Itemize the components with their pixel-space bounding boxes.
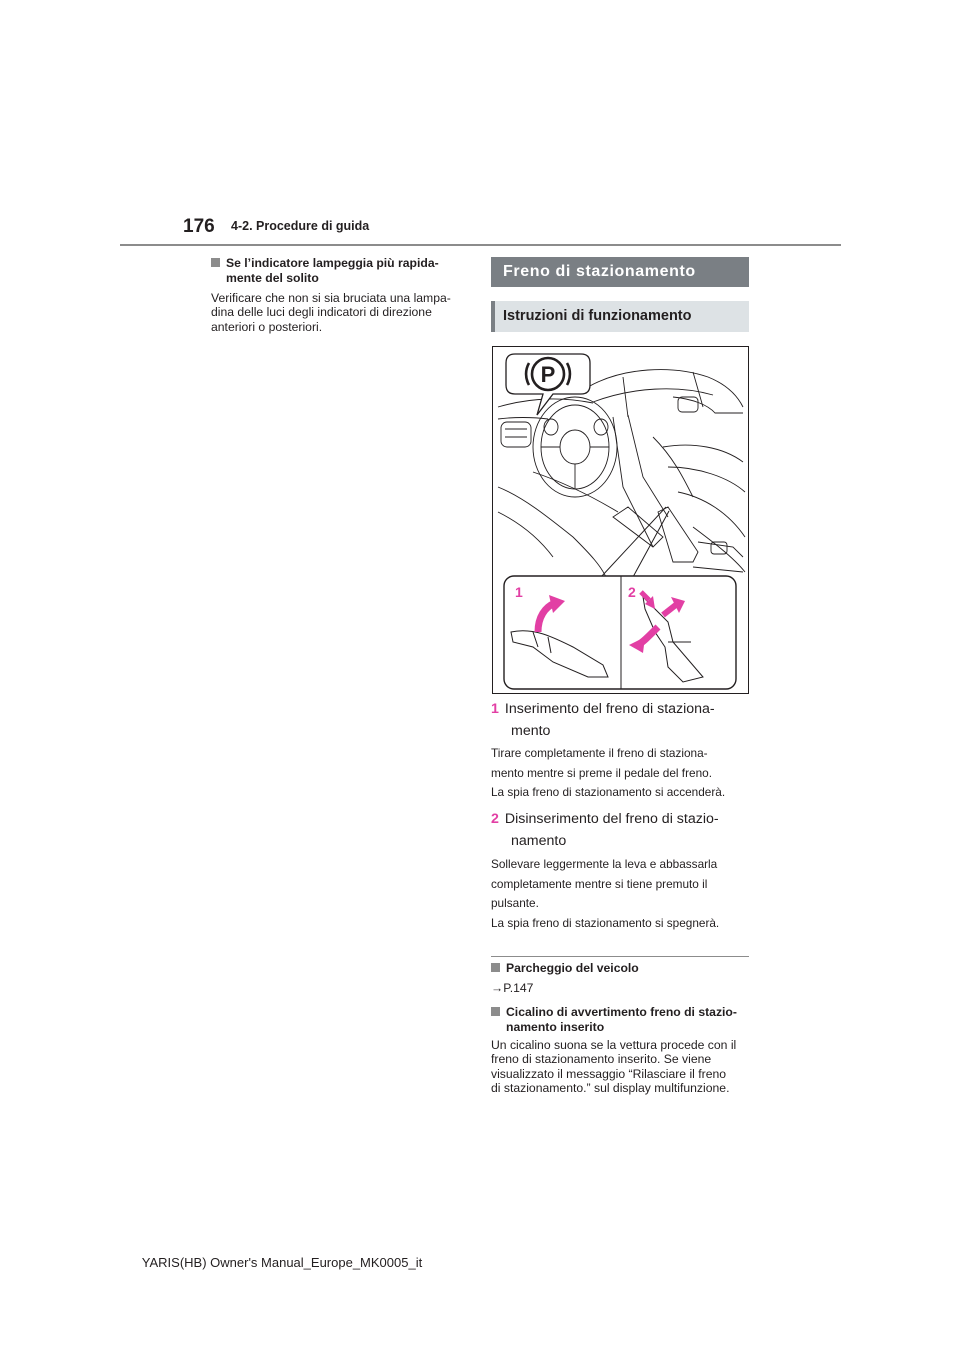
note-body: Verificare che non si sia bruciata una lampa- dina delle luci degli indicatori di direzione anteriori o posteriori. [211,291,451,334]
note-heading: Cicalino di avvertimento freno di stazio- namento inserito [491,1005,753,1034]
p-symbol-icon: P [540,362,556,387]
step-2-title: 2 Disinserimento del freno di stazio- namento [491,811,719,849]
note-buzzer [491,1005,753,1095]
section-banner: Freno di stazionamento [491,257,749,287]
inset-label-1: 1 [515,584,523,600]
step-1-description: Tirare completamente il freno di staziona- mento mentre si preme il pedale del freno. La spia freno di stazionamento si accenderà. [491,746,726,799]
parking-brake-illustration [492,346,749,694]
header-divider [120,244,841,246]
step-2-description: Sollevare leggermente la leva e abbassarla completamente mentre si tiene premuto il pulsante. La spia freno di stazionamento si spegnerà. [491,857,720,930]
note-heading: Parcheggio del veicolo [491,961,753,976]
note-parking [491,961,753,995]
square-bullet-icon [491,963,500,972]
section-title: 4-2. Procedure di guida [231,219,370,233]
notes-divider [491,956,749,957]
inset-label-2: 2 [628,584,636,600]
left-note [211,256,466,334]
sub-banner: Istruzioni di funzionamento [491,301,749,332]
page-reference-link[interactable]: →P.147 [491,980,534,995]
step-1-title: 1 Inserimento del freno di staziona- mento [491,701,715,739]
note-heading: Se l’indicatore lampeggia più rapida- mente del solito [211,256,466,285]
illustration-svg [493,347,748,693]
square-bullet-icon [211,258,220,267]
page-footer: YARIS(HB) Owner's Manual_Europe_MK0005_it [141,1255,423,1270]
square-bullet-icon [491,1007,500,1016]
page-number: 176 [183,216,215,237]
note-body: Un cicalino suona se la vettura procede con il freno di stazionamento inserito. Se viene visualizzato il messaggio “Rilasciare il freno di stazionamento.” sul display multifunzione. [491,1038,737,1095]
